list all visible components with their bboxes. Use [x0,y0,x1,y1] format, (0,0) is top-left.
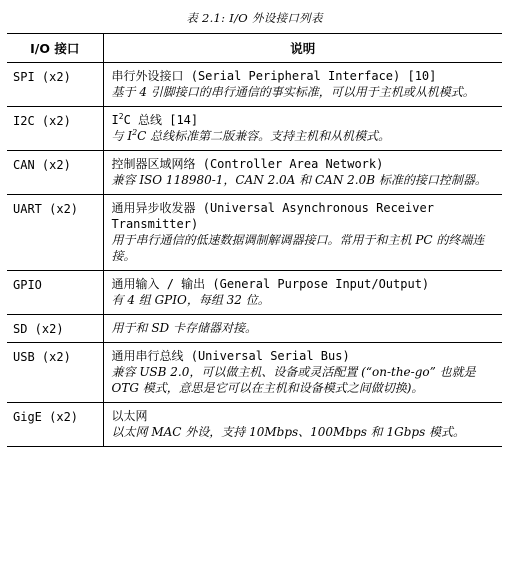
table-row-sd [7,315,502,343]
interface-cell: GPIO [7,271,103,315]
interface-detail: 用于串行通信的低速数据调制解调器接口。常用于和主机 PC 的终端连接。 [111,233,485,263]
interface-cell: GigE (x2) [7,403,103,447]
interface-detail: 基于 4 引脚接口的串行通信的事实标准，可以用于主机或从机模式。 [111,85,475,99]
detail-suffix: C 总线标准第二版兼容。支持主机和从机模式。 [137,129,391,143]
table-row-spi [7,63,502,107]
table-row-gige [7,403,502,447]
interface-detail: 兼容 USB 2.0，可以做主机、设备或灵活配置 (“on-the-go” 也就是 OTG 模式，意思是它可以在主机和设备模式之间做切换)。 [111,365,476,395]
interface-cell: SD (x2) [7,315,103,343]
description-cell [103,271,502,315]
table-row-can [7,151,502,195]
table-row-gpio [7,271,502,315]
table-row-usb [7,343,502,403]
description-cell [103,151,502,195]
interface-full-name: 控制器区域网络 (Controller Area Network) [111,157,384,171]
interface-detail: 用于和 SD 卡存储器对接。 [111,321,257,335]
interface-full-name: 通用串行总线 (Universal Serial Bus) [111,349,350,363]
interface-cell: I2C (x2) [7,107,103,151]
interface-detail [112,128,495,144]
table-caption: 表 2.1: I/O 外设接口列表 [186,11,323,25]
interface-full-name: 通用输入 / 输出 (General Purpose Input/Output) [111,277,430,291]
interface-detail: 以太网 MAC 外设，支持 10Mbps、100Mbps 和 1Gbps 模式。 [111,425,466,439]
interface-full-name [112,112,495,128]
name-prefix: I [111,113,119,127]
description-cell [103,107,502,151]
interface-detail: 有 4 组 GPIO，每组 32 位。 [111,293,270,307]
column-header-interface: I/O 接口 [7,34,103,63]
io-peripherals-table [7,33,502,447]
interface-full-name: 以太网 [111,409,148,423]
table-row-uart [7,195,502,271]
interface-detail: 兼容 ISO 118980-1，CAN 2.0A 和 CAN 2.0B 标准的接口控制器。 [111,173,487,187]
interface-cell: USB (x2) [7,343,103,403]
description-cell [103,195,502,271]
detail-prefix: 与 I [111,129,133,143]
table-header-row [7,34,502,63]
name-suffix: C 总线 [14] [123,113,199,127]
interface-cell: UART (x2) [7,195,103,271]
description-cell [103,63,502,107]
description-cell [103,315,502,343]
interface-full-name: 通用异步收发器 (Universal Asynchronous Receiver Transmitter) [111,201,434,231]
interface-cell: SPI (x2) [7,63,103,107]
detail-superscript: 2 [132,128,138,137]
interface-cell: CAN (x2) [7,151,103,195]
column-header-description: 说明 [103,34,502,63]
description-cell [103,343,502,403]
interface-full-name: 串行外设接口 (Serial Peripheral Interface) [10] [111,69,437,83]
name-superscript: 2 [118,112,124,121]
description-cell [103,403,502,447]
table-row-i2c [7,107,502,151]
